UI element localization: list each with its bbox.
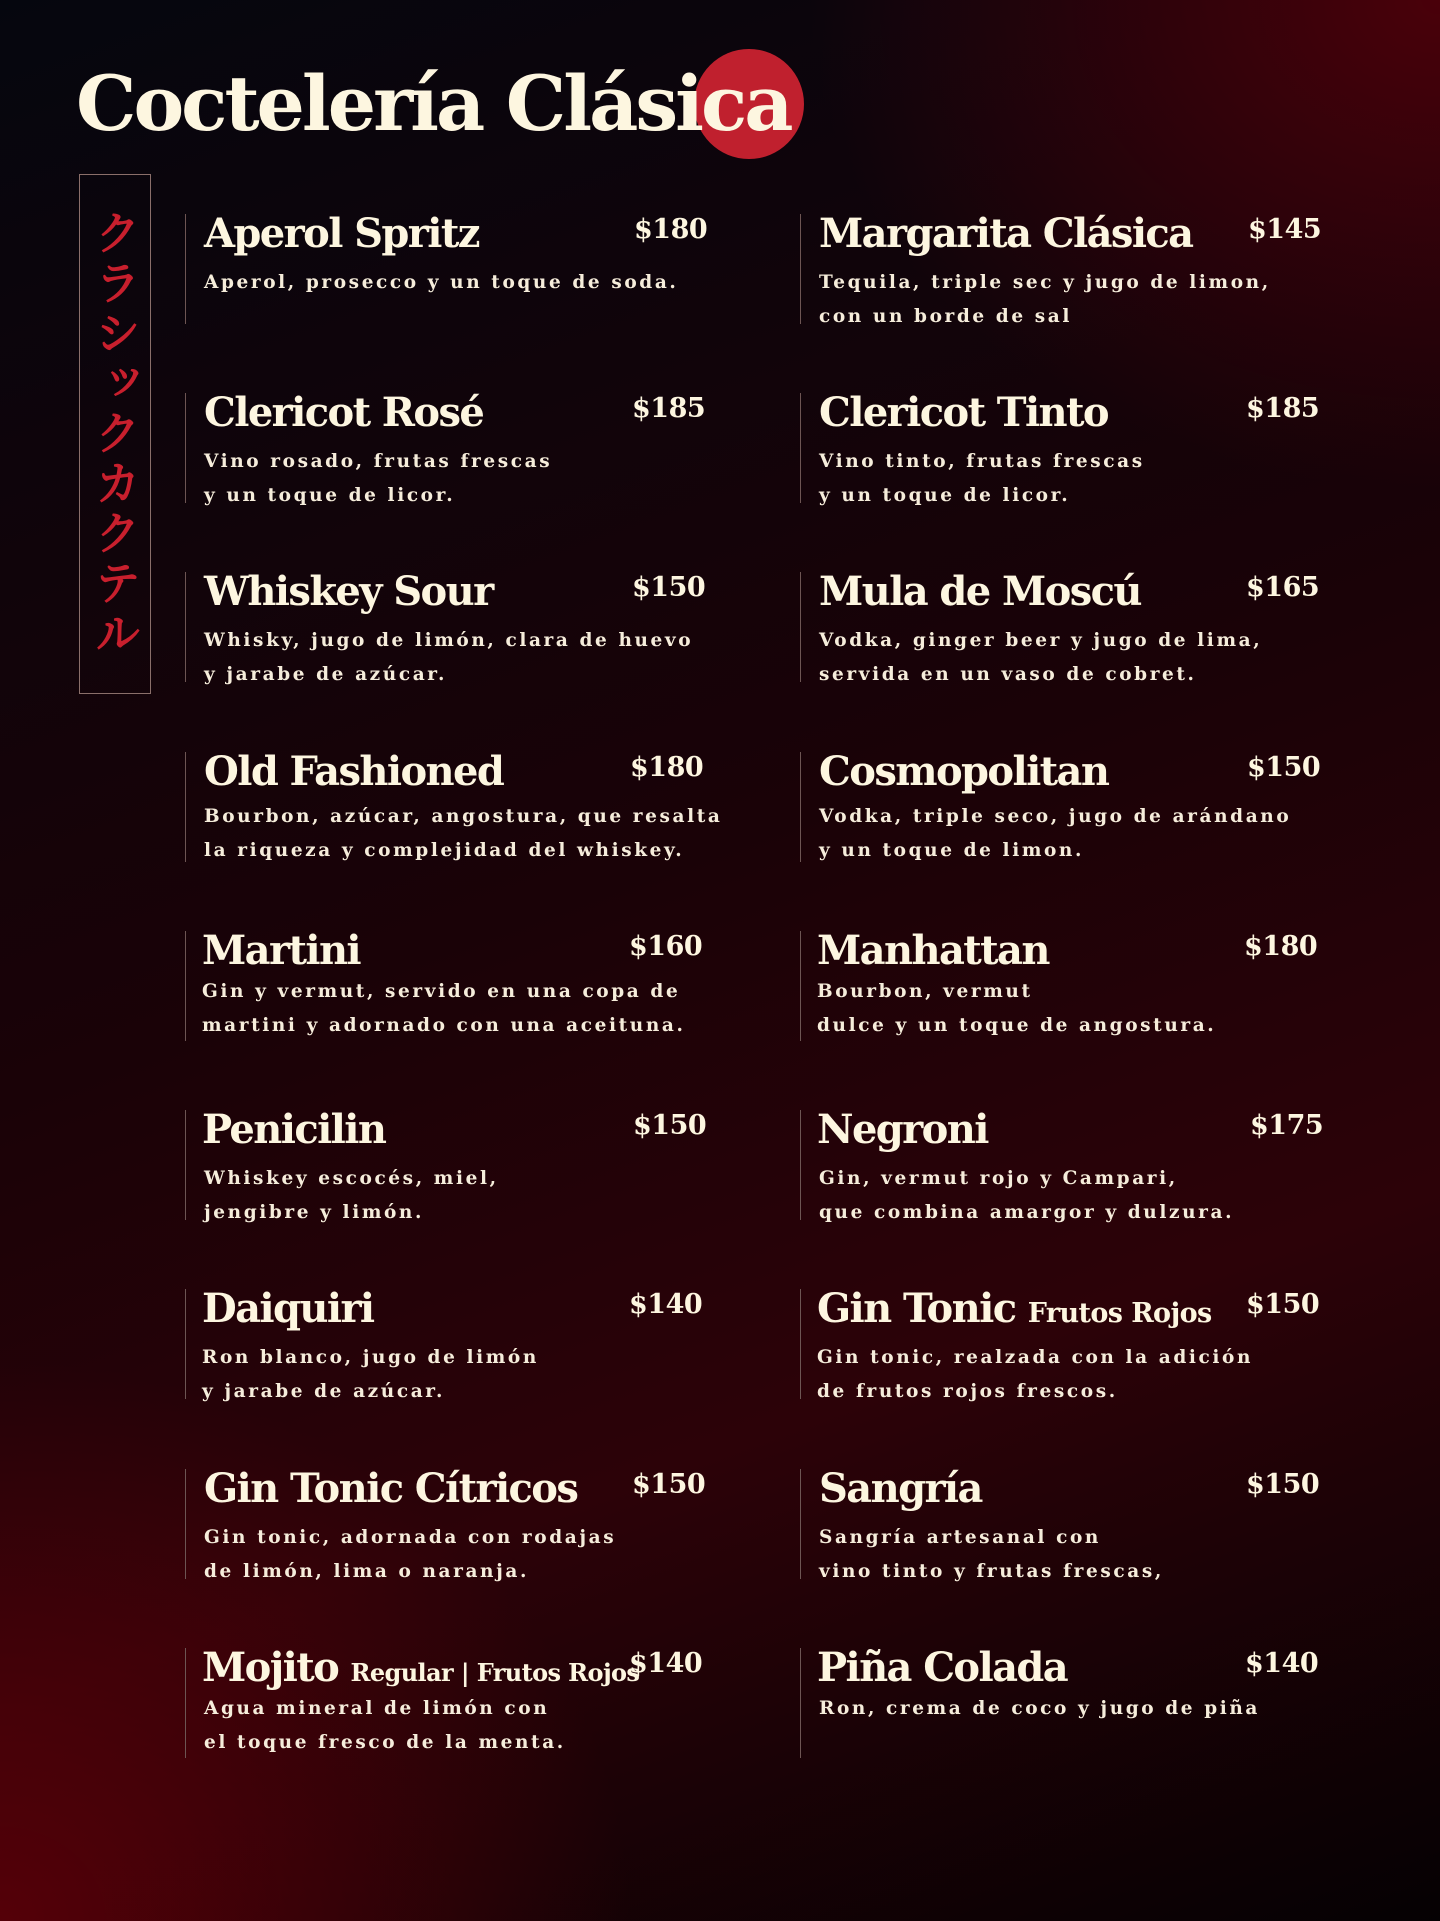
vertical-katakana-box	[79, 174, 151, 694]
item-price: $160	[629, 931, 703, 962]
menu-item-old-fashioned	[185, 748, 723, 862]
item-name: Cosmopolitan	[819, 748, 1109, 795]
menu-item-aperol-spritz	[185, 210, 708, 324]
item-description: Agua mineral de limón con el toque fresco de la menta.	[204, 1698, 566, 1753]
menu-item-daiquiri	[185, 1285, 705, 1402]
item-price: $150	[632, 572, 706, 603]
menu-title: Coctelería Clásica	[76, 59, 791, 148]
item-name: Penicilin	[202, 1106, 386, 1153]
menu-item-gin-tonic-frutos-rojos	[800, 1285, 1320, 1402]
menu-item-gin-tonic-citricos	[185, 1465, 706, 1582]
item-name: Manhattan	[817, 927, 1049, 974]
item-subtitle: Frutos Rojos	[1027, 1298, 1212, 1329]
menu-item-penicilin	[185, 1106, 707, 1223]
item-name: Martini	[202, 927, 361, 974]
item-description: Ron blanco, jugo de limón y jarabe de azúcar.	[202, 1347, 539, 1402]
menu-item-sangria	[800, 1465, 1320, 1582]
menu-item-pina-colada	[800, 1644, 1320, 1758]
menu-item-cosmopolitan	[800, 748, 1321, 862]
item-price: $180	[1244, 931, 1318, 962]
item-name: Negroni	[817, 1106, 988, 1153]
item-price: $150	[1247, 752, 1321, 783]
item-price: $175	[1250, 1110, 1324, 1141]
item-name: Sangría	[819, 1465, 982, 1512]
item-name: Old Fashioned	[204, 748, 504, 795]
item-description: Vodka, triple seco, jugo de arándano y un toque de limon.	[819, 806, 1292, 861]
item-price: $165	[1246, 572, 1320, 603]
item-subtitle: Regular | Frutos Rojos	[350, 1658, 640, 1687]
menu-item-negroni	[800, 1106, 1324, 1223]
item-description: Sangría artesanal con vino tinto y frutas frescas,	[819, 1527, 1164, 1582]
menu-item-manhattan	[800, 927, 1320, 1041]
item-description: Aperol, prosecco y un toque de soda.	[204, 272, 679, 293]
item-name: Mojito Regular | Frutos Rojos	[202, 1644, 640, 1691]
item-price: $140	[629, 1648, 703, 1679]
item-description: Gin, vermut rojo y Campari, que combina amargor y dulzura.	[819, 1168, 1235, 1223]
item-price: $150	[633, 1110, 707, 1141]
item-price: $150	[632, 1469, 706, 1500]
menu-item-clericot-rose	[185, 389, 706, 506]
item-description: Whisky, jugo de limón, clara de huevo y jarabe de azúcar.	[204, 630, 694, 685]
item-description: Vino tinto, frutas frescas y un toque de licor.	[819, 451, 1145, 506]
item-description: Gin tonic, adornada con rodajas de limón, lima o naranja.	[204, 1527, 617, 1582]
item-name: Clericot Tinto	[819, 389, 1108, 436]
item-price: $185	[1246, 393, 1320, 424]
item-description: Ron, crema de coco y jugo de piña	[819, 1698, 1261, 1719]
item-name: Daiquiri	[202, 1285, 374, 1332]
item-description: Gin y vermut, servido en una copa de martini y adornado con una aceituna.	[202, 981, 686, 1036]
item-price: $145	[1248, 214, 1322, 245]
menu-item-mojito	[185, 1644, 705, 1758]
item-price: $180	[634, 214, 708, 245]
item-name: Mula de Moscú	[819, 568, 1141, 615]
item-price: $150	[1246, 1469, 1320, 1500]
item-price: $185	[632, 393, 706, 424]
item-name: Gin Tonic Frutos Rojos	[817, 1285, 1212, 1332]
menu-item-mula-de-moscu	[800, 568, 1320, 685]
item-description: Tequila, triple sec y jugo de limon, con un borde de sal	[819, 272, 1271, 327]
vertical-katakana-text: クラシックカクテル	[88, 209, 142, 659]
item-name: Margarita Clásica	[819, 210, 1193, 257]
item-name: Clericot Rosé	[204, 389, 484, 436]
item-name: Aperol Spritz	[204, 210, 479, 257]
menu-item-clericot-tinto	[800, 389, 1320, 506]
item-price: $140	[629, 1289, 703, 1320]
item-description: Vodka, ginger beer y jugo de lima, servida en un vaso de cobret.	[819, 630, 1263, 685]
menu-item-margarita-clasica	[800, 210, 1322, 327]
item-name: Piña Colada	[817, 1644, 1068, 1691]
item-name: Gin Tonic Cítricos	[204, 1465, 578, 1512]
item-description: Gin tonic, realzada con la adición de frutos rojos frescos.	[817, 1347, 1253, 1402]
item-description: Vino rosado, frutas frescas y un toque de licor.	[204, 451, 553, 506]
item-price: $180	[630, 752, 704, 783]
item-description: Whiskey escocés, miel, jengibre y limón.	[204, 1168, 499, 1223]
item-description: Bourbon, azúcar, angostura, que resalta la riqueza y complejidad del whiskey.	[204, 806, 723, 861]
menu-item-whiskey-sour	[185, 568, 706, 685]
item-price: $150	[1246, 1289, 1320, 1320]
item-price: $140	[1245, 1648, 1319, 1679]
item-description: Bourbon, vermut dulce y un toque de angostura.	[817, 981, 1217, 1036]
menu-item-martini	[185, 927, 705, 1041]
item-name: Whiskey Sour	[204, 568, 493, 615]
